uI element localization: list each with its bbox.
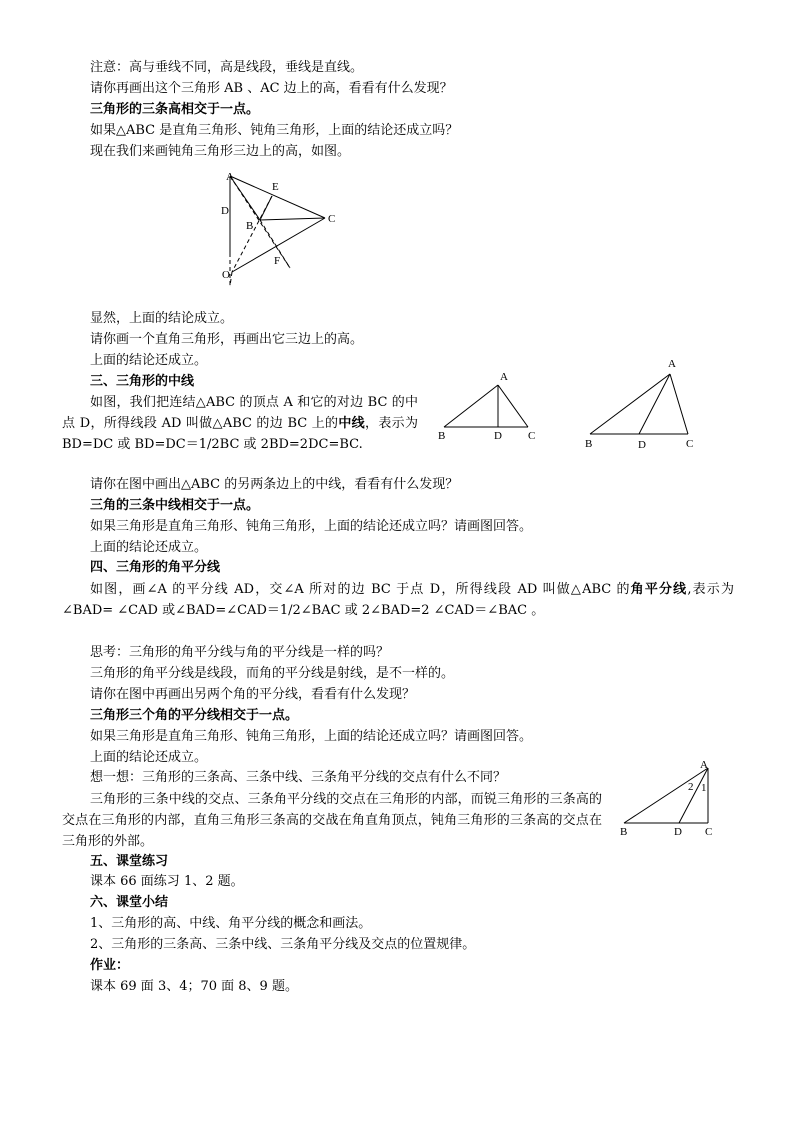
conclusion-heading: 三角形三个角的平分线相交于一点。 (90, 708, 299, 723)
text-line: 如果三角形是直角三角形、钝角三角形，上面的结论还成立吗？请画图回答。 (90, 519, 533, 534)
text-line: 1、三角形的高、中线、角平分线的概念和画法。 (90, 916, 372, 931)
text-line: 现在我们来画钝角三角形三边上的高，如图。 (90, 144, 351, 159)
intersection-paragraph: 三角形的三条中线的交点、三条角平分线的交点在三角形的内部，而锐三角形的三条高的交点在三角形的内部，直角三角形三条高的交战在角直角顶点，钝角三角形的三条高的交点在三角形的外部。 (62, 792, 602, 849)
median-paragraph: 如图，我们把连结△ABC 的顶点 A 和它的对边 BC 的中点 D，所得线段 AD 叫做△ABC 的边 BC 上的中线，表示为 BD=DC 或 BD=DC＝1/2BC 或 2BD=2DC=BC. (62, 395, 418, 452)
fig4-angle-label: 1 (701, 782, 707, 794)
term-bisector: 角平分线 (630, 582, 688, 597)
median-figure-acute (436, 365, 548, 445)
text-line: 2、三角形的三条高、三条中线、三条角平分线及交点的位置规律。 (90, 937, 476, 952)
fig1-label: B (246, 220, 254, 232)
bisector-paragraph: 如图，画∠A 的平分线 AD，交∠A 所对的边 BC 于点 D，所得线段 AD 叫做△ABC 的角平分线,表示为∠BAD= ∠CAD 或∠BAD=∠CAD＝1/2∠BAC 或 2∠BAD=2 ∠CAD＝∠BAC 。 (62, 582, 734, 618)
section-heading: 六、课堂小结 (90, 895, 169, 910)
text-line: 上面的结论还成立。 (90, 750, 208, 765)
text-line: 上面的结论还成立。 (90, 353, 208, 368)
term-median: 中线 (338, 416, 366, 431)
bisector-figure (612, 756, 724, 840)
text-line: 如果三角形是直角三角形、钝角三角形，上面的结论还成立吗？请画图回答。 (90, 729, 533, 744)
fig1-label: C (328, 213, 336, 225)
text-line: 如果△ABC 是直角三角形、钝角三角形，上面的结论还成立吗？ (90, 123, 459, 138)
fig2-label: B (438, 430, 446, 442)
text-line: 请你再画出这个三角形 AB 、AC 边上的高，看看有什么发现？ (90, 81, 453, 96)
fig2-label: A (500, 371, 508, 383)
text-line: 思考：三角形的角平分线与角的平分线是一样的吗？ (90, 645, 390, 660)
section-heading: 四、三角形的角平分线 (90, 560, 221, 575)
fig1-label: A (226, 171, 234, 183)
fig1-label: F (274, 255, 281, 267)
text-line: 想一想：三角形的三条高、三条中线、三条角平分线的交点有什么不同？ (90, 770, 507, 785)
homework-heading: 作业： (90, 958, 130, 973)
fig4-label: A (700, 759, 708, 771)
side-bc (260, 218, 325, 220)
fig3-label: C (686, 438, 694, 450)
obtuse-altitudes-figure (210, 168, 350, 298)
median-ad (639, 374, 670, 434)
text-line: 三角形的角平分线是线段，而角的平分线是射线，是不一样的。 (90, 666, 455, 681)
text-line: 请你在图中画出△ABC 的另两条边上的中线，看看有什么发现？ (90, 477, 459, 492)
fig4-label: D (674, 826, 682, 838)
conclusion-heading: 三角的三条中线相交于一点。 (90, 498, 260, 513)
text-line: 显然，上面的结论成立。 (90, 311, 234, 326)
text-line: 课本 66 面练习 1、2 题。 (90, 874, 244, 889)
text-line: 请你在图中再画出另两个角的平分线，看看有什么发现？ (90, 687, 416, 702)
fig2-label: D (494, 430, 502, 442)
fig1-label: O (222, 269, 230, 281)
text-line: 请你画一个直角三角形，再画出它三边上的高。 (90, 332, 364, 347)
text-line: 上面的结论还成立。 (90, 540, 208, 555)
fig1-label: E (272, 181, 279, 193)
text-line: 注意：高与垂线不同，高是线段，垂线是直线。 (90, 60, 364, 75)
fig3-label: D (638, 439, 646, 451)
conclusion-heading: 三角形的三条高相交于一点。 (90, 102, 260, 117)
fig4-label: B (620, 826, 628, 838)
fig4-angle-label: 2 (688, 781, 694, 793)
median-figure-obtuse (580, 352, 704, 452)
section-heading: 五、课堂练习 (90, 854, 169, 869)
fig3-label: A (668, 358, 676, 370)
bisector-ad (679, 768, 708, 823)
fig3-label: B (585, 438, 593, 450)
fig2-label: C (528, 430, 536, 442)
fig1-label: D (221, 205, 229, 217)
fig4-label: C (705, 826, 713, 838)
section-heading: 三、三角形的中线 (90, 374, 195, 389)
text-line: 课本 69 面 3、4；70 面 8、9 题。 (90, 979, 298, 994)
